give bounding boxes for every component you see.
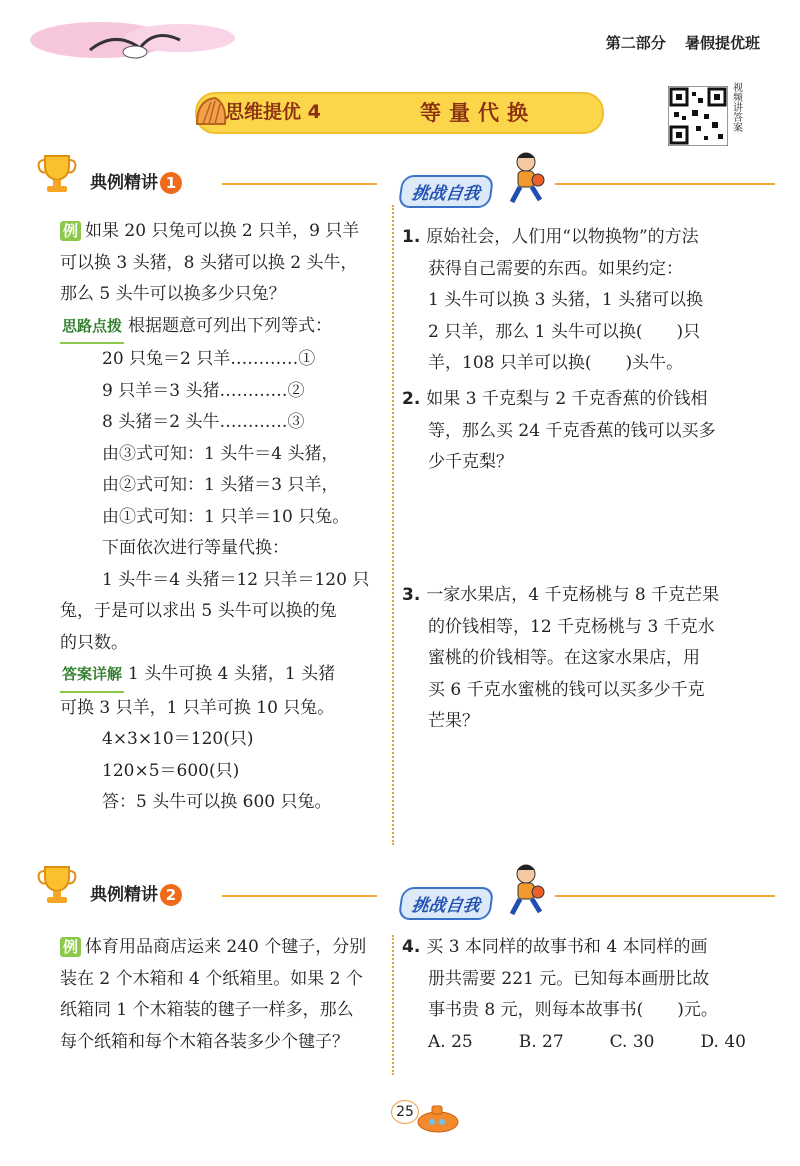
option-b[interactable]: B. 27 [518, 1031, 564, 1052]
example-2-block: 例 体育用品商店运来 240 个毽子，分别 装在 2 个木箱和 4 个纸箱里。如果 2 个 纸箱同 1 个木箱装的毽子一样多，那么 每个纸箱和每个木箱各装多少个毽子？ [60, 937, 367, 1052]
qr-code-icon[interactable] [668, 86, 728, 146]
question-1: 1. 原始社会，人们用“以物换物”的方法 获得自己需要的东西。如果约定： 1 头牛可以换 3 头猪，1 头猪可以换 2 只羊，那么 1 头牛可以换( )只 羊，108 只羊可以换( )头牛。 [402, 227, 704, 373]
column-divider [392, 935, 394, 1075]
example-1-block: 例 如果 20 只兔可以换 2 只羊，9 只羊 可以换 3 头猪，8 头猪可以换 2 头牛， 那么 5 头牛可以换多少只兔？ 思路点拨 根据题意可列出下列等式： 20 只兔＝2 只羊…………① 9 只羊＝3 头猪…………② 8 头猪＝2 头牛…………③ 由③式可知：1 头牛＝4 头猪， 由②式可知：1 头猪＝3 只羊， 由①式可知：1 只羊＝10 只兔。 下面依次进行等量代换： 1 头牛＝4 头猪＝12 只羊＝120 只 兔，于是可以求出 5 头牛可以换的兔 的只数。 答案详解 1 头牛可换 4 头猪，1 头猪 可换 3 只羊，1 只羊可换 10 只兔。 4×3×10＝120(只) 120×5＝600(只) 答：5 头牛可以换 600 只兔。 [60, 221, 370, 812]
column-divider [392, 205, 394, 845]
header-course: 暑假提优班 [684, 34, 760, 52]
section-underline [222, 183, 377, 185]
lesson-title: 等量代换 [420, 101, 536, 125]
option-c[interactable]: C. 30 [609, 1031, 655, 1052]
qr-label: 视 频 讲 答 案 [733, 83, 743, 134]
header-part: 第二部分 [605, 34, 666, 52]
section-title-2: 典例精讲 2 [90, 880, 182, 906]
challenge-label-2: 挑战自我 [398, 887, 495, 920]
shell-icon [193, 94, 229, 130]
submarine-icon [412, 1100, 462, 1136]
seagull-cloud-decoration [30, 10, 240, 70]
idea-tag: 思路点拨 [60, 311, 124, 345]
challenge-underline [555, 895, 775, 897]
section-number-2: 2 [160, 884, 182, 906]
option-d[interactable]: D. 40 [700, 1031, 746, 1052]
trophy-icon [35, 863, 79, 905]
page-number: 25 [391, 1100, 419, 1124]
section-title-1: 典例精讲 1 [90, 168, 182, 194]
question-3: 3. 一家水果店，4 千克杨桃与 8 千克芒果 的价钱相等，12 千克杨桃与 3 千克水 蜜桃的价钱相等。在这家水果店，用 买 6 千克水蜜桃的钱可以买多少千克 芒果？ [402, 585, 720, 731]
running-boy-icon [502, 862, 548, 922]
answer-tag: 答案详解 [60, 659, 124, 693]
challenge-underline [555, 183, 775, 185]
lesson-number: 思维提优 4 [225, 101, 321, 123]
trophy-icon [35, 152, 79, 194]
challenge-label-1: 挑战自我 [398, 175, 495, 208]
page-header [592, 32, 760, 53]
answer-options [402, 1027, 746, 1059]
section-number-1: 1 [160, 172, 182, 194]
example-tag: 例 [60, 937, 81, 957]
option-a[interactable]: A. 25 [428, 1031, 473, 1052]
question-2: 2. 如果 3 千克梨与 2 千克香蕉的价钱相 等，那么买 24 千克香蕉的钱可以买多 少千克梨？ [402, 389, 716, 472]
running-boy-icon [502, 150, 548, 210]
section-underline [222, 895, 377, 897]
example-tag: 例 [60, 221, 81, 241]
question-4: 4. 买 3 本同样的故事书和 4 本同样的画 册共需要 221 元。已知每本画册比故 事书贵 8 元，则每本故事书( )元。 A. 25 B. 27 C. 30 D. 40 [402, 932, 787, 1058]
